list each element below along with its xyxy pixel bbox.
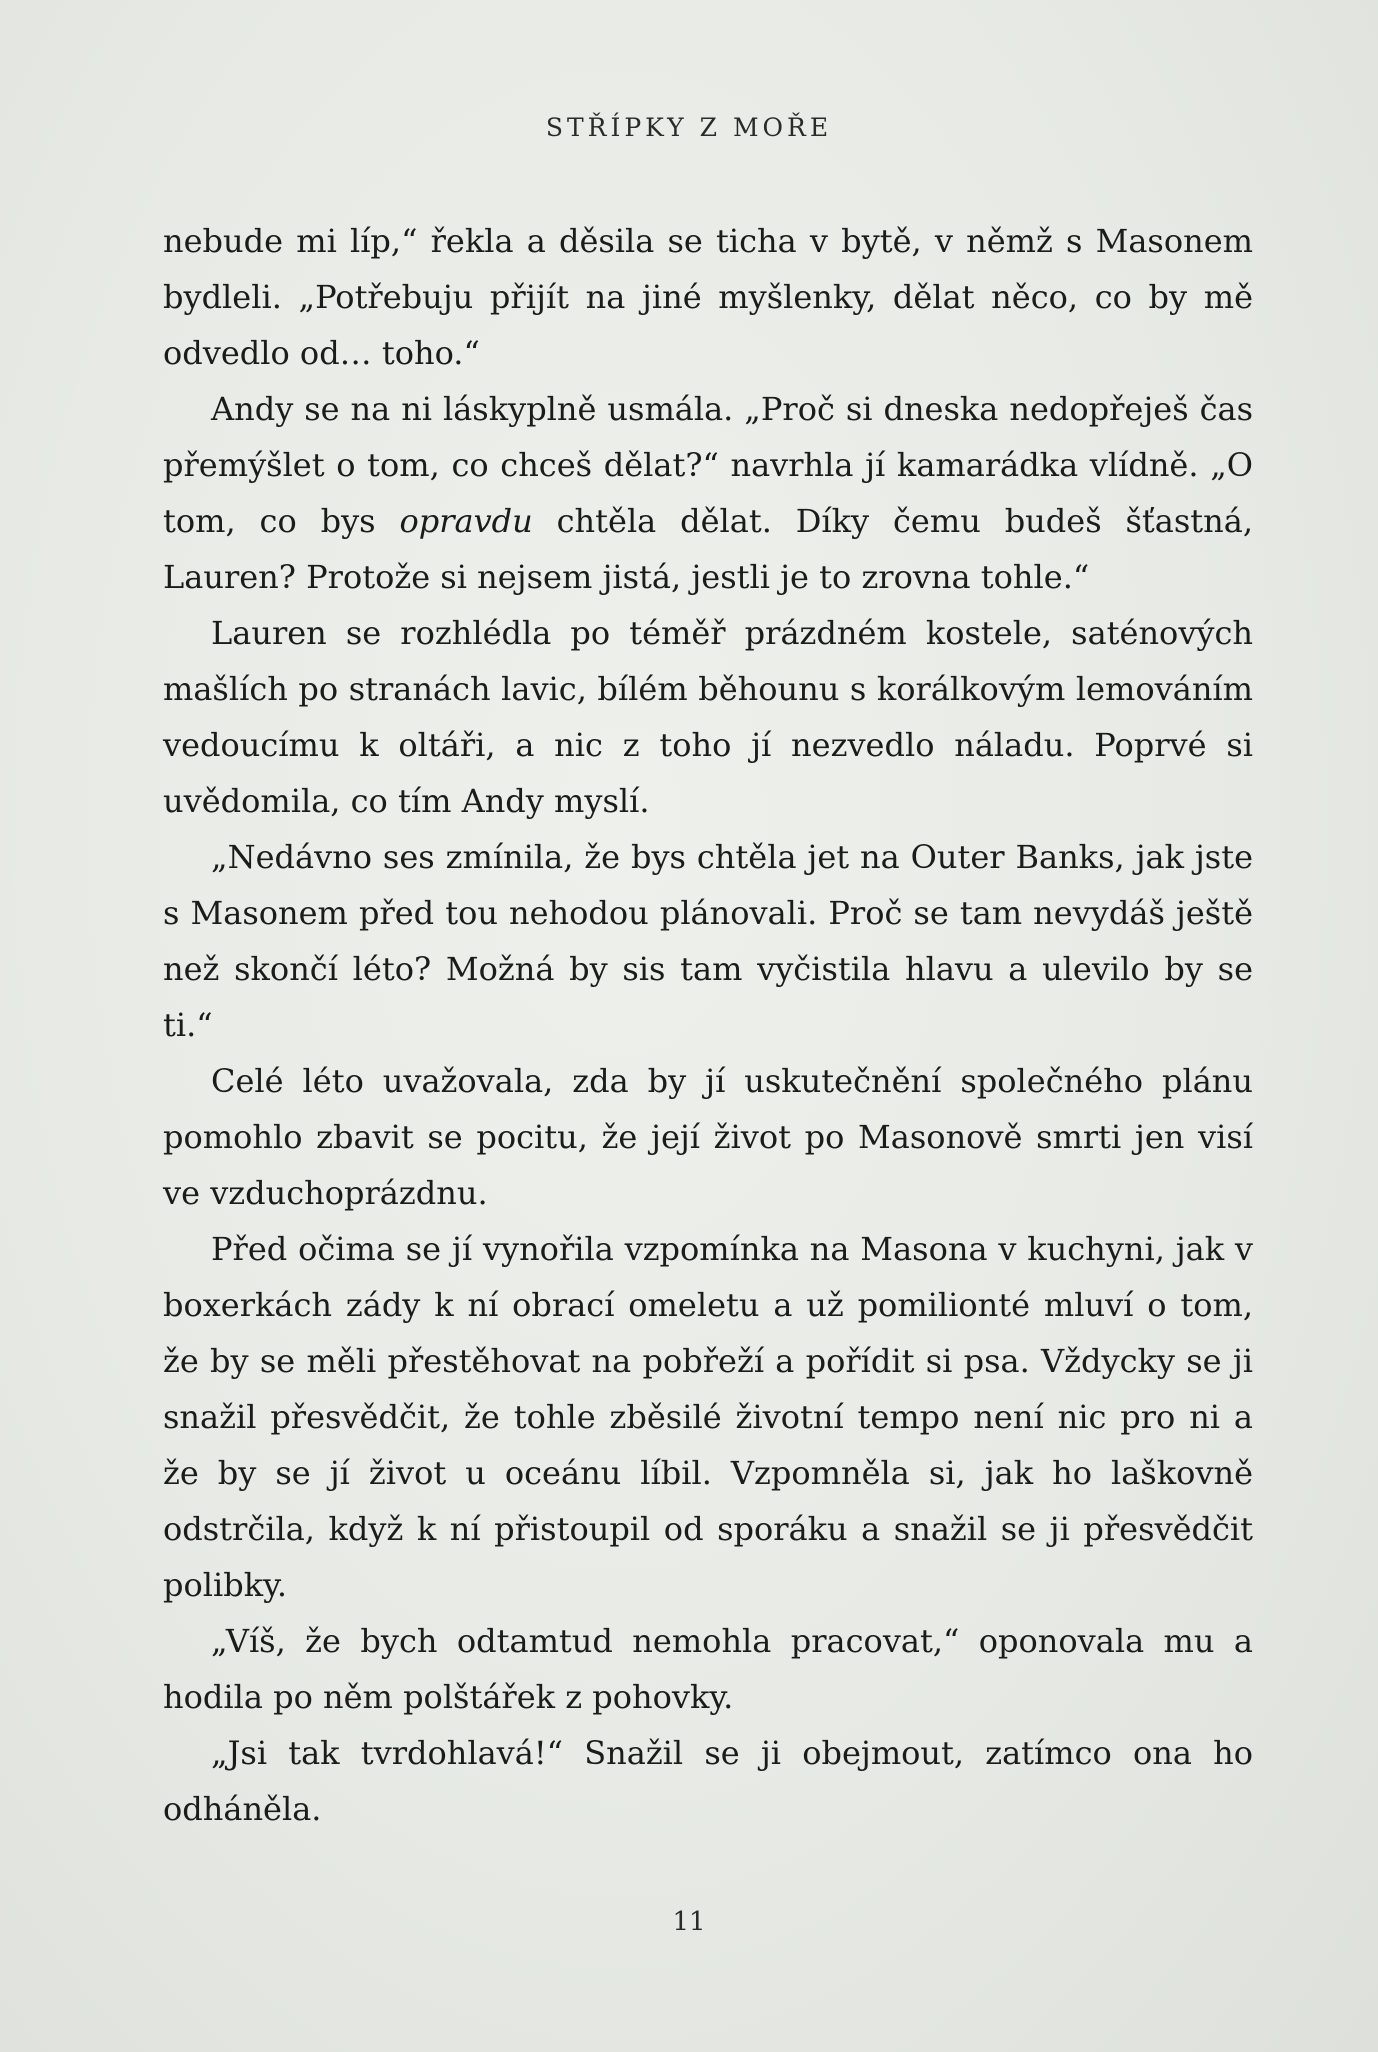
paragraph-7: „Víš, že bych odtamtud nemohla pracovat,“ oponovala mu a hodila po něm polštářek z pohovky.: [163, 1622, 1253, 1716]
paragraph-1: nebude mi líp,“ řekla a děsila se ticha v bytě, v němž s Masonem bydleli. „Potřebuju přijít na jiné myšlenky, dělat něco, co by mě odvedlo od… toho.“: [163, 222, 1253, 372]
paragraph-8: „Jsi tak tvrdohlavá!“ Snažil se ji obejmout, zatímco ona ho odháněla.: [163, 1734, 1253, 1828]
paragraph-2: Andy se na ni láskyplně usmála. „Proč si dneska nedopřeješ čas přemýšlet o tom, co chceš dělat?“ navrhla jí kamarádka vlídně. „O tom, co bys opravdu chtěla dělat. Díky čemu budeš šťastná, Lauren? Protože si nejsem jistá, jestli je to zrovna tohle.“: [163, 390, 1253, 596]
paragraph-5: Celé léto uvažovala, zda by jí uskutečnění společného plánu pomohlo zbavit se pocitu, že její život po Masonově smrti jen visí ve vzduchoprázdnu.: [163, 1062, 1253, 1212]
paragraph-4: „Nedávno ses zmínila, že bys chtěla jet na Outer Banks, jak jste s Masonem před tou nehodou plánovali. Proč se tam nevydáš ještě než skončí léto? Možná by sis tam vyčistila hlavu a ulevilo by se ti.“: [163, 838, 1253, 1044]
emphasis: opravdu: [399, 502, 533, 540]
running-head: STŘÍPKY Z MOŘE: [545, 113, 833, 142]
page-number: 11: [672, 1907, 706, 1937]
paragraph-6: Před očima se jí vynořila vzpomínka na Masona v kuchyni, jak v boxerkách zády k ní obrací omeletu a už pomilionté mluví o tom, že by se měli přestěhovat na pobřeží a pořídit si psa. Vždycky se ji snažil přesvědčit, že tohle zběsilé životní tempo není nic pro ni a že by se jí život u oceánu líbil. Vzpomněla si, jak ho laškovně odstrčila, když k ní přistoupil od sporáku a snažil se ji přesvědčit polibky.: [163, 1230, 1253, 1604]
paragraph-3: Lauren se rozhlédla po téměř prázdném kostele, saténových mašlích po stranách lavic, bílém běhounu s korálkovým lemováním vedoucímu k oltáři, a nic z toho jí nezvedlo náladu. Poprvé si uvědomila, co tím Andy myslí.: [163, 614, 1253, 820]
body-text: [163, 213, 1253, 1837]
